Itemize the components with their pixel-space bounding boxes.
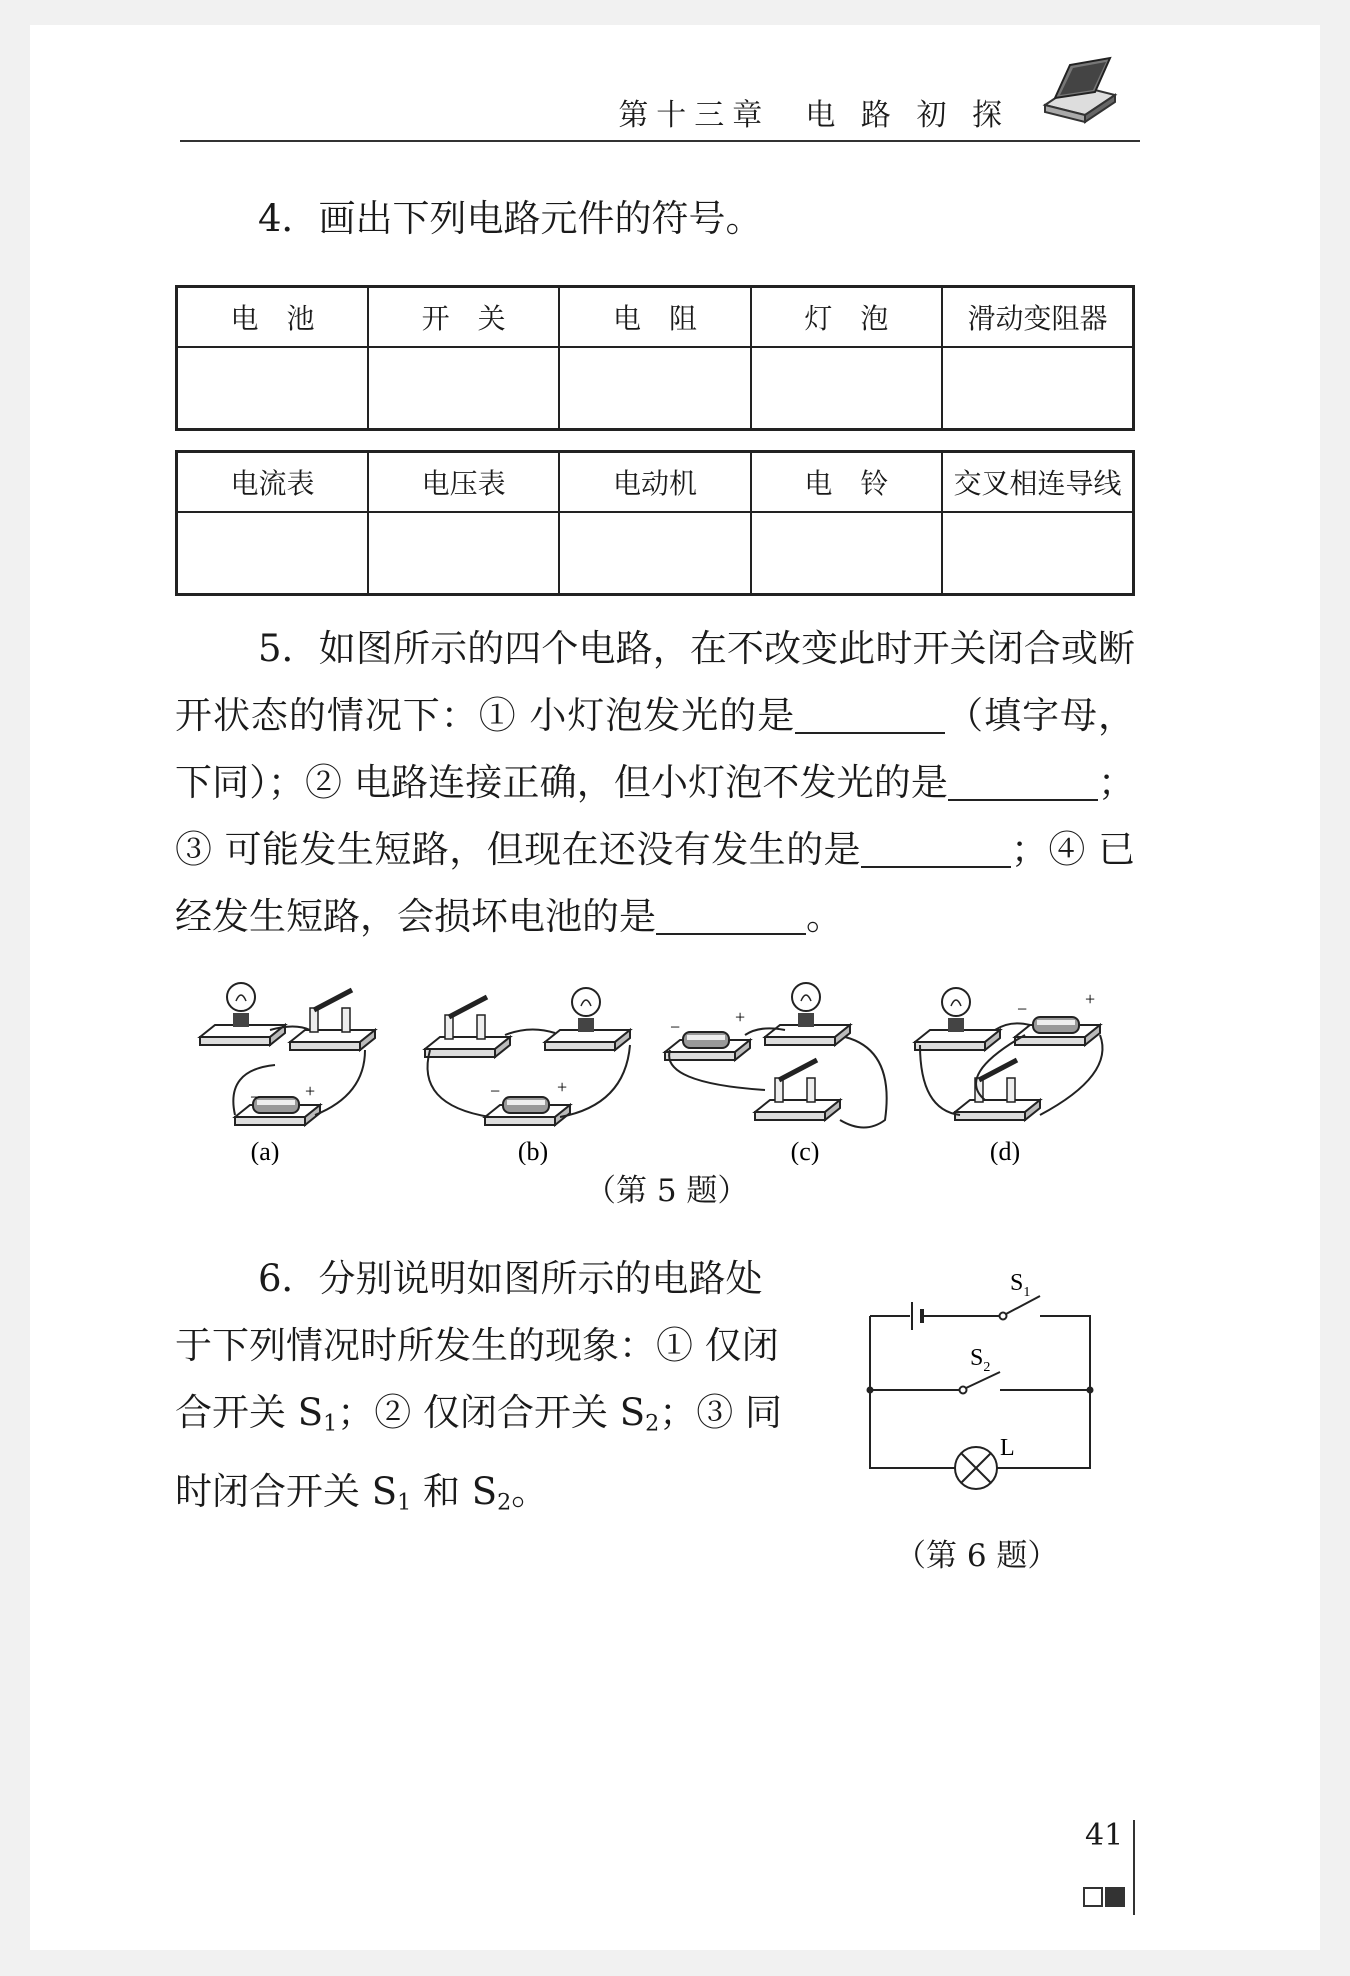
figure-5-caption: （第 5 题） (585, 1173, 749, 1209)
question-5 (175, 615, 1135, 950)
chapter-number: 第十三章 (618, 98, 771, 133)
figure-label-d: (d) (989, 1137, 1021, 1165)
subscript: 1 (397, 1489, 412, 1516)
svg-text:−: − (1017, 999, 1028, 1019)
question-4: 4．画出下列电路元件的符号。 (258, 197, 763, 240)
svg-text:+: + (305, 1081, 316, 1101)
header-cell: 电 铃 (751, 452, 942, 513)
page-number-rule (1133, 1820, 1135, 1915)
circuit-b (425, 988, 630, 1165)
component-table-2 (175, 450, 1135, 596)
circuit-diagram-6 (860, 1260, 1110, 1500)
header-cell: 电流表 (177, 452, 368, 513)
subscript: 1 (323, 1410, 338, 1437)
q6-text-2: ；② 仅闭合开关 S (337, 1391, 646, 1434)
q6-text-1: 6．分别说明如图所示的电路处于下列情况时所发生的现象：① 仅闭合开关 S (175, 1257, 779, 1434)
figure-label-b: (b) (517, 1137, 549, 1165)
figure-label-a: (a) (250, 1137, 280, 1165)
q5-text-4: ；④ 已经发生短路，会损坏电池的是 (175, 828, 1135, 938)
header-cell: 灯 泡 (751, 287, 942, 348)
svg-text:+: + (735, 1007, 746, 1027)
svg-text:+: + (557, 1077, 568, 1097)
page-marker-filled (1105, 1887, 1125, 1907)
header-cell: 滑动变阻器 (942, 287, 1133, 348)
subscript: 2 (645, 1410, 660, 1437)
q6-text-4: 和 S (411, 1469, 498, 1513)
q5-text-2: （填字母，下同）；② 电路连接正确，但小灯泡不发光的是 (175, 694, 1135, 804)
answer-cell[interactable] (368, 512, 559, 595)
figure-label-c: (c) (790, 1137, 820, 1165)
answer-cell[interactable] (942, 512, 1133, 595)
q6-text-3: ；③ 同时闭合开关 S (175, 1391, 782, 1513)
answer-cell[interactable] (751, 347, 942, 430)
label-lamp: L (1000, 1435, 1015, 1461)
book-icon (1040, 50, 1120, 130)
answer-cell[interactable] (177, 347, 368, 430)
circuit-figures (195, 975, 1145, 1165)
question-6 (175, 1245, 795, 1536)
header-cell: 电 阻 (559, 287, 750, 348)
answer-cell[interactable] (559, 347, 750, 430)
answer-cell[interactable] (177, 512, 368, 595)
page-number: 41 (1085, 1818, 1124, 1853)
header-cell: 电动机 (559, 452, 750, 513)
svg-text:+: + (1085, 989, 1096, 1009)
q5-text-1: 5．如图所示的四个电路，在不改变此时开关闭合或断开状态的情况下：① 小灯泡发光的是 (175, 627, 1135, 737)
answer-blank[interactable] (656, 893, 806, 935)
q6-text-5: 。 (511, 1469, 549, 1513)
answer-cell[interactable] (368, 347, 559, 430)
label-s2: $S_2$ (970, 1345, 991, 1375)
chapter-header (180, 70, 1140, 142)
answer-blank[interactable] (861, 826, 1011, 868)
header-cell: 电压表 (368, 452, 559, 513)
page-marker-outline (1083, 1887, 1103, 1907)
answer-cell[interactable] (751, 512, 942, 595)
figure-6-caption: （第 6 题） (895, 1538, 1059, 1574)
subscript: 2 (497, 1489, 512, 1516)
header-cell: 开 关 (368, 287, 559, 348)
header-cell: 交叉相连导线 (942, 452, 1133, 513)
chapter-name: 电 路 初 探 (805, 98, 1010, 133)
chapter-title (618, 90, 1010, 134)
svg-text:−: − (490, 1081, 501, 1101)
header-cell: 电 池 (177, 287, 368, 348)
circuit-c (665, 983, 887, 1165)
q5-text-3: ；③ 可能发生短路，但现在还没有发生的是 (175, 761, 1135, 871)
answer-cell[interactable] (559, 512, 750, 595)
circuit-a (200, 983, 375, 1165)
answer-blank[interactable] (795, 692, 945, 734)
answer-cell[interactable] (942, 347, 1133, 430)
q5-text-5: 。 (806, 895, 843, 938)
svg-text:−: − (670, 1017, 681, 1037)
circuit-d (915, 988, 1103, 1165)
component-table-1 (175, 285, 1135, 431)
svg-text:−: − (250, 1087, 261, 1107)
answer-blank[interactable] (948, 759, 1098, 801)
label-s1: $S_1$ (1010, 1270, 1031, 1300)
